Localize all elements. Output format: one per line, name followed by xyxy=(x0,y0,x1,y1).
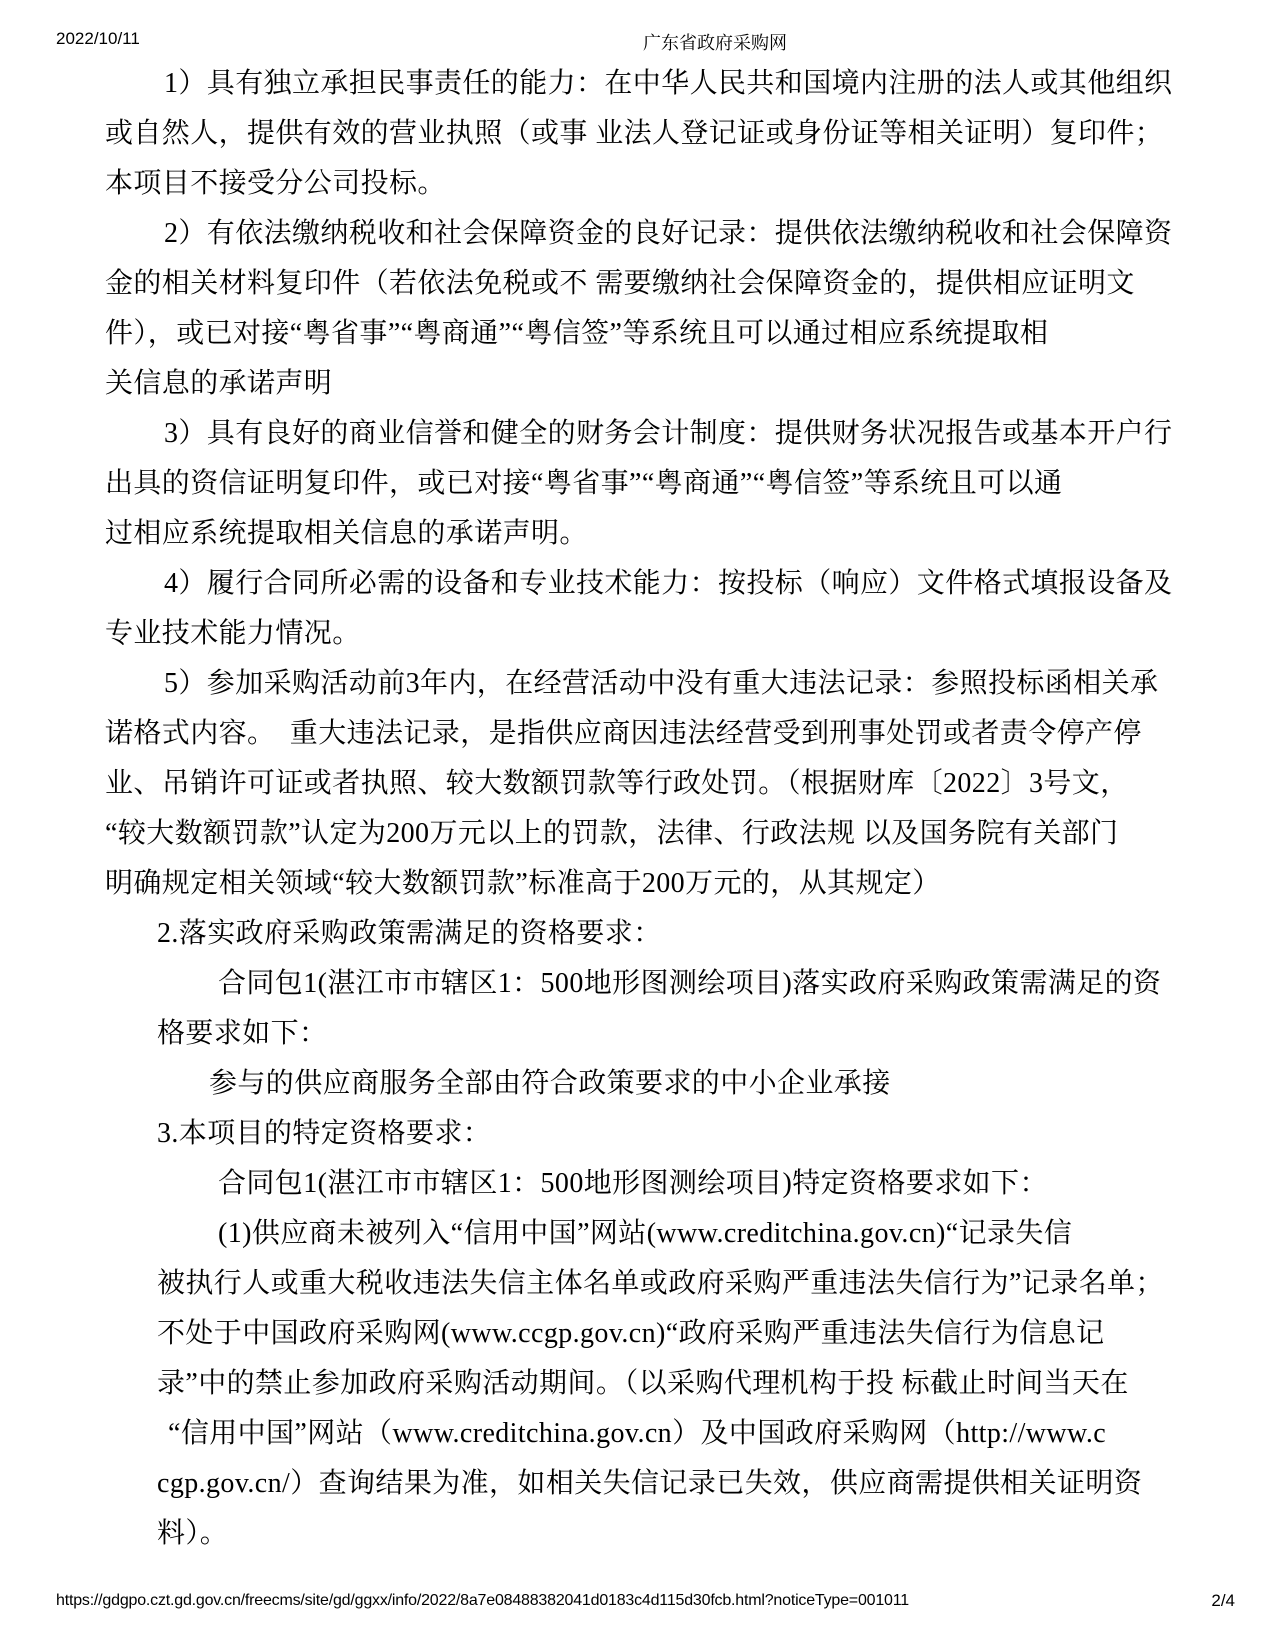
document-line: 本项目不接受分公司投标。 xyxy=(105,168,446,199)
document-line: cgp.gov.cn/）查询结果为准，如相关失信记录已失效，供应商需提供相关证明资 xyxy=(157,1468,1143,1499)
document-line: (1)供应商未被列入“信用中国”网站(www.creditchina.gov.cn)“记录失信 xyxy=(218,1218,1073,1249)
print-footer-page-number: 2/4 xyxy=(1211,1591,1235,1610)
document-line: 格要求如下： xyxy=(157,1018,328,1049)
document-line: “信用中国”网站（www.creditchina.gov.cn）及中国政府采购网（http://www.c xyxy=(168,1418,1107,1449)
document-line: 专业技术能力情况。 xyxy=(105,618,361,649)
document-line: 4）履行合同所必需的设备和专业技术能力：按投标（响应）文件格式填报设备及 xyxy=(164,568,1173,599)
document-line: 合同包1(湛江市市辖区1：500地形图测绘项目)特定资格要求如下： xyxy=(218,1168,1048,1199)
document-line: 合同包1(湛江市市辖区1：500地形图测绘项目)落实政府采购政策需满足的资 xyxy=(218,968,1162,999)
document-line: 件），或已对接“粤省事”“粤商通”“粤信签”等系统且可以通过相应系统提取相 xyxy=(105,318,1049,349)
document-line: 出具的资信证明复印件，或已对接“粤省事”“粤商通”“粤信签”等系统且可以通 xyxy=(105,468,1063,499)
print-footer-url: https://gdgpo.czt.gd.gov.cn/freecms/site/gd/ggxx/info/2022/8a7e08488382041d0183c4d115d30fcb.html?noticeType=001011 xyxy=(56,1592,909,1609)
document-line: 录”中的禁止参加政府采购活动期间。（以采购代理机构于投 标截止时间当天在 xyxy=(157,1368,1129,1399)
document-line: “较大数额罚款”认定为200万元以上的罚款，法律、行政法规 以及国务院有关部门 xyxy=(105,818,1119,849)
document-line: 1）具有独立承担民事责任的能力：在中华人民共和国境内注册的法人或其他组织 xyxy=(164,68,1173,99)
print-header-site-title: 广东省政府采购网 xyxy=(643,33,787,53)
document-line: 关信息的承诺声明 xyxy=(105,368,333,399)
document-line: 业、吊销许可证或者执照、较大数额罚款等行政处罚。（根据财库〔2022〕3号文， xyxy=(105,768,1129,799)
print-header-date: 2022/10/11 xyxy=(56,29,140,48)
document-line: 5）参加采购活动前3年内，在经营活动中没有重大违法记录：参照投标函相关承 xyxy=(164,668,1159,699)
document-line: 2.落实政府采购政策需满足的资格要求： xyxy=(157,918,662,949)
document-line: 料）。 xyxy=(157,1518,229,1549)
document-line: 或自然人，提供有效的营业执照（或事 业法人登记证或身份证等相关证明）复印件； xyxy=(105,118,1164,149)
document-line: 明确规定相关领域“较大数额罚款”标准高于200万元的，从其规定） xyxy=(105,868,941,899)
document-line: 不处于中国政府采购网(www.ccgp.gov.cn)“政府采购严重违法失信行为信息记 xyxy=(157,1318,1105,1349)
document-line: 参与的供应商服务全部由符合政策要求的中小企业承接 xyxy=(209,1068,891,1099)
document-line: 3）具有良好的商业信誉和健全的财务会计制度：提供财务状况报告或基本开户行 xyxy=(164,418,1173,449)
document-line: 诺格式内容。 重大违法记录，是指供应商因违法经营受到刑事处罚或者责令停产停 xyxy=(105,718,1142,749)
document-line: 金的相关材料复印件（若依法免税或不 需要缴纳社会保障资金的，提供相应证明文 xyxy=(105,268,1135,299)
document-line: 3.本项目的特定资格要求： xyxy=(157,1118,492,1149)
document-line: 过相应系统提取相关信息的承诺声明。 xyxy=(105,518,588,549)
document-line: 2）有依法缴纳税收和社会保障资金的良好记录：提供依法缴纳税收和社会保障资 xyxy=(164,218,1173,249)
document-body xyxy=(0,59,1275,1559)
document-line: 被执行人或重大税收违法失信主体名单或政府采购严重违法失信行为”记录名单； xyxy=(157,1268,1164,1299)
